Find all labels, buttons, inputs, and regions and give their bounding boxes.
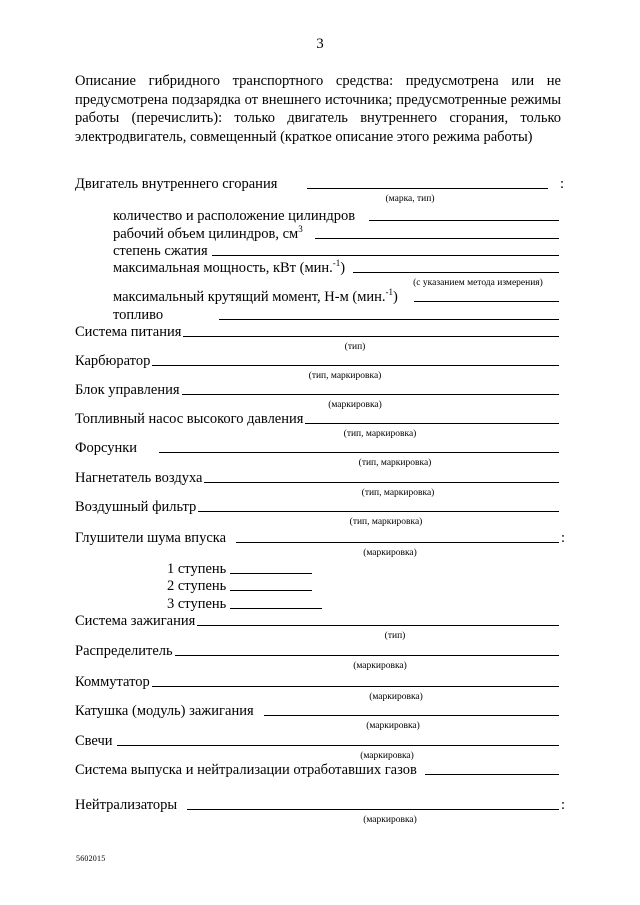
coil-label: Катушка (модуль) зажигания [75,703,254,719]
document-code: 5602015 [76,854,106,863]
ice-colon: : [559,176,564,192]
control-unit-label: Блок управления [75,382,180,398]
supercharger-caption: (тип, маркировка) [361,488,435,498]
max-power-label: максимальная мощность, кВт (мин.$^{-1}$) [113,258,346,276]
ignition-label: Система зажигания [75,613,196,629]
max-torque-field[interactable] [414,300,559,302]
ice-row [75,176,564,192]
fuel-label: топливо [113,307,164,323]
supercharger-row [75,470,559,486]
hp-pump-label: Топливный насос высокого давления [75,411,304,427]
page-number: 3 [316,36,324,52]
control-unit-field[interactable] [182,393,559,395]
neutralizers-colon: : [560,797,565,813]
plugs-row [75,733,559,749]
exhaust-label: Система выпуска и нейтрализации отработавших газов [75,762,417,778]
intake-silencers-colon: : [560,530,565,546]
air-filter-row [75,499,559,515]
stage2-field[interactable] [230,589,312,591]
stage2-row [167,578,312,594]
hybrid-description-paragraph: Описание гибридного транспортного средства: предусмотрена или не предусмотрена подзарядка от внешнего источника; предусмотренные режимы работы (перечислить): только двигатель внутреннего сгорания, только электродвигатель, совмещенный (краткое описание этого режима работы) [75,73,561,145]
supercharger-label: Нагнетатель воздуха [75,470,203,486]
air-filter-field[interactable] [198,510,559,512]
injectors-field[interactable] [159,451,559,453]
compression-row [113,243,559,259]
carburetor-caption: (тип, маркировка) [308,371,382,381]
max-power-row [113,260,559,276]
cylinders-row [113,208,559,224]
displacement-label: рабочий объем цилиндров, $см^3$ [113,224,303,242]
displacement-row [113,226,559,242]
exhaust-field[interactable] [425,773,559,775]
commutator-row [75,674,559,690]
stage2-label: 2 ступень [167,578,227,594]
distributor-row [75,643,559,659]
plugs-label: Свечи [75,733,113,749]
injectors-caption: (тип, маркировка) [358,458,432,468]
intake-silencers-row [75,530,565,546]
fuel-system-row [75,324,559,340]
exhaust-row [75,762,559,778]
stage3-label: 3 ступень [167,596,227,612]
plugs-field[interactable] [117,744,559,746]
hp-pump-row [75,411,559,427]
fuel-system-label: Система питания [75,324,182,340]
supercharger-field[interactable] [204,481,559,483]
stage1-label: 1 ступень [167,561,227,577]
cylinders-label: количество и расположение цилиндров [113,208,356,224]
air-filter-label: Воздушный фильтр [75,499,197,515]
neutralizers-label: Нейтрализаторы [75,797,178,813]
max-torque-row [113,289,559,305]
ignition-field[interactable] [197,624,559,626]
ignition-row [75,613,559,629]
stage3-row [167,596,322,612]
coil-row [75,703,559,719]
ice-label: Двигатель внутреннего сгорания [75,176,278,192]
coil-field[interactable] [264,714,559,716]
fuel-system-field[interactable] [183,335,559,337]
displacement-field[interactable] [315,237,559,239]
commutator-caption: (маркировка) [369,692,423,702]
compression-field[interactable] [212,254,559,256]
intake-silencers-field[interactable] [236,541,559,543]
distributor-field[interactable] [175,654,559,656]
neutralizers-row [75,797,565,813]
neutralizers-caption: (маркировка) [363,815,417,825]
neutralizers-field[interactable] [187,808,559,810]
plugs-caption: (маркировка) [360,751,414,761]
control-unit-row [75,382,559,398]
hp-pump-caption: (тип, маркировка) [343,429,417,439]
intake-silencers-label: Глушители шума впуска [75,530,227,546]
air-filter-caption: (тип, маркировка) [349,517,423,527]
fuel-field[interactable] [219,318,559,320]
control-unit-caption: (маркировка) [328,400,382,410]
coil-caption: (маркировка) [366,721,420,731]
carburetor-field[interactable] [152,364,559,366]
injectors-label: Форсунки [75,440,138,456]
injectors-row [75,440,559,456]
distributor-label: Распределитель [75,643,173,659]
fuel-system-caption: (тип) [344,342,366,352]
ice-field[interactable] [307,187,548,189]
max-power-field[interactable] [353,271,559,273]
commutator-label: Коммутатор [75,674,150,690]
fuel-row [113,307,559,323]
stage1-field[interactable] [230,572,312,574]
stage1-row [167,561,312,577]
cylinders-field[interactable] [369,219,559,221]
ignition-caption: (тип) [384,631,406,641]
stage3-field[interactable] [230,607,322,609]
hp-pump-field[interactable] [305,422,559,424]
carburetor-label: Карбюратор [75,353,151,369]
commutator-field[interactable] [152,685,559,687]
max-power-caption: (с указанием метода измерения) [413,278,543,288]
max-torque-label: максимальный крутящий момент, Н-м (мин.$^{-1}$) [113,287,398,305]
compression-label: степень сжатия [113,243,208,259]
carburetor-row [75,353,559,369]
distributor-caption: (маркировка) [353,661,407,671]
ice-caption: (марка, тип) [385,194,435,204]
intake-silencers-caption: (маркировка) [363,548,417,558]
